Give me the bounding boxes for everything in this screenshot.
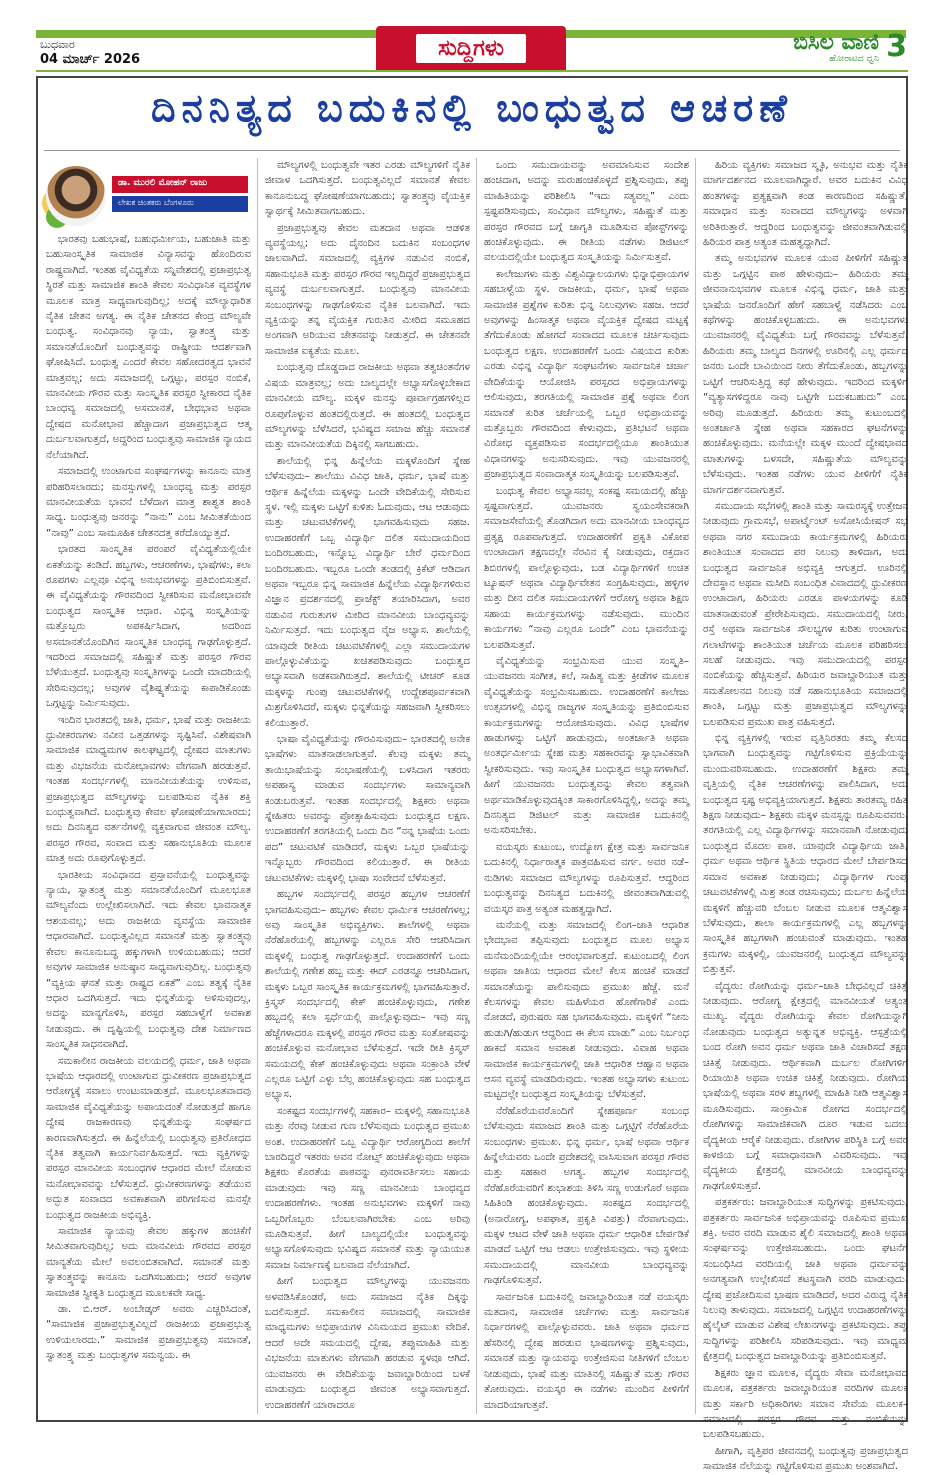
section-title: ಸುದ್ದಿಗಳು [416,34,526,63]
article-paragraph: ಹೀಗೆ ಬಂಧುತ್ವದ ಮೌಲ್ಯಗಳನ್ನು ಯುವಜನರು ಅಳವಡಿಸಿಕೊಂಡರೆ, ಅದು ಸಮಾಜದ ನೈತಿಕ ದಿಕ್ಕನ್ನು ಬದಲಿಸುತ್ತದೆ. ಸಮಕಾಲೀನ ಸಮಾಜದಲ್ಲಿ ಸಾಮಾಜಿಕ ಮಾಧ್ಯಮಗಳು ಅಭಿಪ್ರಾಯಗಳ ವಿನಿಮಯದ ಪ್ರಮುಖ ವೇದಿಕೆ. ಆದರೆ ಅದೇ ಸಮಯದಲ್ಲಿ ದ್ವೇಷ, ತಪ್ಪುಮಾಹಿತಿ ಮತ್ತು ವಿಭಜನೆಯ ಮಾತುಗಳು ವೇಗವಾಗಿ ಹರಡುವ ಸ್ಥಳವೂ ಆಗಿದೆ. ಯುವಜನರು ಈ ವೇದಿಕೆಯನ್ನು ಜವಾಬ್ದಾರಿಯಿಂದ ಬಳಕೆ ಮಾಡುವುದು ಬಂಧುತ್ವದ ಜೀವಂತ ಅಭ್ಯಾಸವಾಗುತ್ತದೆ. ಉದಾಹರಣೆಗೆ ಯಾರಾದರೂ [265,1276,470,1411]
article-paragraph: ಭಾರತವು ಬಹುಭಾಷೆ, ಬಹುಧರ್ಮೀಯ, ಬಹುಜಾತಿ ಮತ್ತು ಬಹುಸಾಂಸ್ಕೃತಿಕ ಸಾಮಾಜಿಕ ವಿನ್ಯಾಸವನ್ನು ಹೊಂದಿರುವ ರಾಷ್ಟ್ರವಾಗಿದೆ. ಇಂತಹ ವೈವಿಧ್ಯತೆಯ ಸನ್ನಿವೇಶದಲ್ಲಿ ಪ್ರಜಾಪ್ರಭುತ್ವ ಸ್ಥಿರತೆ ಮತ್ತು ಸಾಮಾಜಿಕ ಶಾಂತಿ ಕೇವಲ ಸಂವಿಧಾನಿಕ ವ್ಯವಸ್ಥೆಗಳ ಮೂಲಕ ಮಾತ್ರ ಸಾಧ್ಯವಾಗುವುದಿಲ್ಲ; ಅದಕ್ಕೆ ಮೌಲ್ಯಾಧಾರಿತ ನೈತಿಕ ಚೇತನ ಅಗತ್ಯ. ಈ ನೈತಿಕ ಚೇತನದ ಕೇಂದ್ರ ಮೌಲ್ಯವೇ ಬಂಧುತ್ವ. ಸಂವಿಧಾನವು ನ್ಯಾಯ, ಸ್ವಾತಂತ್ರ್ಯ ಮತ್ತು ಸಮಾನತೆಯೊಂದಿಗೆ ಬಂಧುತ್ವವನ್ನು ರಾಷ್ಟ್ರೀಯ ಆದರ್ಶವಾಗಿ ಘೋಷಿಸಿದೆ. ಬಂಧುತ್ವ ಎಂದರೆ ಕೇವಲ ಸಹೋದರತ್ವದ ಭಾವನೆ ಮಾತ್ರವಲ್ಲ; ಅದು ಸಮಾಜದಲ್ಲಿ ಒಗ್ಗಟ್ಟು, ಪರಸ್ಪರ ನಂಬಿಕೆ, ಮಾನವೀಯ ಗೌರವ ಮತ್ತು ಸಾಂಸ್ಕೃತಿಕ ಪರಸ್ಪರ ಸ್ವೀಕಾರದ ನೈತಿಕ ಬಾಂಧವ್ಯ ಸಮಾಜದಲ್ಲಿ ಅಸಮಾನತೆ, ಬೇಧಭಾವ ಅಥವಾ ದ್ವೇಷದ ಮನೋಭಾವ ಹೆಚ್ಚಾದಾಗ ಪ್ರಜಾಪ್ರಭುತ್ವದ ಆತ್ಮ ದುರ್ಬಲವಾಗುತ್ತದೆ, ಅದ್ದರಿಂದ ಬಂಧುತ್ವವು ಸಾಮಾಜಿಕ ನ್ಯಾಯದ ನೆಲೆಯಾಗಿದೆ. [46,234,251,461]
author-name: ಡಾ. ಮುರಲಿ ಮೋಹನ್ ರಾಜು [112,176,248,193]
article-paragraph: ವಯಸ್ಕರು ಕುಟುಂಬ, ಉದ್ಯೋಗ ಕ್ಷೇತ್ರ ಮತ್ತು ಸಾರ್ವಜನಿಕ ಬದುಕಿನಲ್ಲಿ ನಿರ್ಧಾರಾತ್ಮಕ ಪಾತ್ರವಹಿಸುವ ವರ್ಗ. ಅವರ ನಡೆ–ನುಡಿಗಳು ಸಮಾಜದ ಮೌಲ್ಯಗಳನ್ನು ರೂಪಿಸುತ್ತವೆ. ಆದ್ದರಿಂದ ಬಂಧುತ್ವವನ್ನು ದಿನನಿತ್ಯದ ಬದುಕಿನಲ್ಲಿ ಜೀವಂತವಾಗಿಡುವಲ್ಲಿ ವಯಸ್ಕರ ಪಾತ್ರ ಅತ್ಯಂತ ಮಹತ್ವದ್ದಾಗಿದೆ. [484,841,689,915]
article-paragraph: ಸಮಾಜದಲ್ಲಿ ಉಂಟಾಗುವ ಸಂಘರ್ಷಗಳನ್ನು ಕಾನೂನು ಮಾತ್ರ ಪರಿಹರಿಸಲಾರದು; ಮನಸ್ಸುಗಳಲ್ಲಿ ಬಾಂಧವ್ಯ ಮತ್ತು ಪರಸ್ಪರ ಮಾನವೀಯತೆಯ ಭಾವನೆ ಬೆಳೆದಾಗ ಮಾತ್ರ ಶಾಶ್ವತ ಶಾಂತಿ ಸಾಧ್ಯ. ಬಂಧುತ್ವವು ಜನರನ್ನು “ನಾನು” ಎಂಬ ಸೀಮಿತತೆಯಿಂದ “ನಾವು” ಎಂಬ ಸಾಮೂಹಿಕ ಚೇತನದತ್ತ ಕರೆದೊಯ್ಯುತ್ತದೆ. [46,466,251,539]
section-tab [376,26,566,70]
header-day: ಬುಧವಾರ [40,38,75,51]
article-paragraph: ಸಮುದಾಯ ಸಭೆಗಳಲ್ಲಿ ಶಾಂತಿ ಮತ್ತು ಸಾಮರಸ್ಯಕ್ಕೆ ಉತ್ತೇಜನ ನೀಡುವುದು ಗ್ರಾಮಸಭೆ, ಅಪಾರ್ಟ್ಮೆಂಟ್ ಅಸೋಸಿಯೇಷನ್ ಸಭೆ ಅಥವಾ ನಗರ ಸಮುದಾಯ ಕಾರ್ಯಕ್ರಮಗಳಲ್ಲಿ ಹಿರಿಯರು ಶಾಂತಿಯುತ ಸಂವಾದದ ಪರ ನಿಲುವು ತಾಳಿದಾಗ, ಅದು ಬಂಧುತ್ವದ ಸಾರ್ವಜನಿಕ ಅಭಿವ್ಯಕ್ತಿ ಆಗುತ್ತದೆ. ಊರಿನಲ್ಲಿ ದೇವಸ್ಥಾನ ಅಥವಾ ಮಸೀದಿ ಸಂಬಂಧಿತ ವಿವಾದದಲ್ಲಿ ಧ್ರುವೀಕರಣ ಉಂಟಾದಾಗ, ಹಿರಿಯರು ಎರಡೂ ಪಾಳಯಗಳನ್ನು ಕೂಡಿ ಮಾತನಾಡುವಂತೆ ಪ್ರೇರೇಪಿಸುವುದು. ಸಮುದಾಯದಲ್ಲಿ ನೀರು, ರಸ್ತೆ ಅಥವಾ ಸಾರ್ವಜನಿಕ ಸೌಲಭ್ಯಗಳ ಕುರಿತು ಉಂಟಾಗುವ ಗಲಾಟೆಗಳನ್ನು ಶಾಂತಿಯುತ ಚರ್ಚೆಯ ಮೂಲಕ ಪರಿಹರಿಸಲು ಸಲಹೆ ನೀಡುವುದು. ಇವು ಸಮುದಾಯದಲ್ಲಿ ಪರಸ್ಪರ ನಂಬಿಕೆಯನ್ನು ಹೆಚ್ಚಿಸುತ್ತವೆ. ಹಿರಿಯರ ಜವಾಬ್ದಾರಿಯುತ ಮತ್ತು ಸಮತೋಲನದ ನಿಲುವು ನಡೆ ಸಹಾನುಭೂತಿಯ ಸಮಾಜದಲ್ಲಿ ಶಾಂತಿ, ಒಗ್ಗಟ್ಟು ಮತ್ತು ಪ್ರಜಾಪ್ರಭುತ್ವದ ಮೌಲ್ಯಗಳನ್ನು ಬಲಪಡಿಸುವ ಪ್ರಮುಖ ಪಾತ್ರ ವಹಿಸುತ್ತದೆ. [703,500,908,728]
header-date: 04 ಮಾರ್ಚ್ 2026 [40,52,141,67]
article-paragraph: ಸಾಮಾಜಿಕ ನ್ಯಾಯವು ಕೇವಲ ಹಕ್ಕುಗಳ ಹಂಚಿಕೆಗೆ ಸೀಮಿತವಾಗುವುದಿಲ್ಲ; ಅದು ಮಾನವೀಯ ಗೌರವದ ಪರಸ್ಪರ ಮಾನ್ಯತೆಯ ಮೇಲೆ ಅವಲಂಬಿತವಾಗಿದೆ. ಸಮಾನತೆ ಮತ್ತು ಸ್ವಾತಂತ್ರ್ಯವನ್ನು ಕಾನೂನು ಒದಗಿಸಬಹುದು; ಆದರೆ ಅವುಗಳ ಸಾಮಾಜಿಕ ಸ್ವೀಕೃತಿ ಬಂಧುತ್ವದ ಮೂಲಕವೇ ಸಾಧ್ಯ. [46,1226,251,1299]
article-paragraph: ಹಿರಿಯ ವ್ಯಕ್ತಿಗಳು ಸಮಾಜದ ಸ್ಮೃತಿ, ಅನುಭವ ಮತ್ತು ನೈತಿಕ ಮಾರ್ಗದರ್ಶನದ ಮೂಲವಾಗಿದ್ದಾರೆ. ಅವರ ಬದುಕಿನ ವಿವಿಧ ಹಂತಗಳನ್ನು ಪ್ರತ್ಯಕ್ಷವಾಗಿ ಕಂಡ ಕಾರಣದಿಂದ ಸಹಿಷ್ಣುತೆ, ಸಮಾಧಾನ ಮತ್ತು ಸಂವಾದದ ಮೌಲ್ಯಗಳನ್ನು ಅಳವಾಗಿ ಅರಿತಿರುತ್ತಾರೆ. ಆದ್ದರಿಂದ ಬಂಧುತ್ವವನ್ನು ಜೀವಂತವಾಗಿಡುವಲ್ಲಿ ಹಿರಿಯರ ಪಾತ್ರ ಅತ್ಯಂತ ಮಹತ್ವದ್ದಾಗಿದೆ. [703,160,908,249]
column-divider [695,158,696,1414]
article-paragraph: ಹೀಗಾಗಿ, ವೃತ್ತಿಪರ ಜೀವನದಲ್ಲಿ ಬಂಧುತ್ವವು ಪ್ರಜಾಪ್ರಭುತ್ವದ ಸಾಮಾಜಿಕ ನೆಲೆಯನ್ನು ಗಟ್ಟಿಗೊಳಿಸುವ ಪ್ರಮುಖ ಅಂಶವಾಗಿದೆ. [703,1445,908,1473]
page-header [0,0,945,72]
article-paragraph: ಒಂದು ಸಮುದಾಯವನ್ನು ಅವಮಾನಿಸುವ ಸಂದೇಶ ಹಂಚಿದಾಗ, ಅದನ್ನು ಮರುಹಂಚಿಕೊಳ್ಳದೆ ಪ್ರಶ್ನಿಸುವುದು, ತಪ್ಪು ಮಾಹಿತಿಯನ್ನು ಪರಿಶೀಲಿಸಿ “ಇದು ಸತ್ಯವಲ್ಲ” ಎಂದು ಸ್ಪಷ್ಟಪಡಿಸುವುದು, ಸಂವಿಧಾನ ಮೌಲ್ಯಗಳು, ಸಹಿಷ್ಣುತೆ ಮತ್ತು ಪರಸ್ಪರ ಗೌರವದ ಬಗ್ಗೆ ಜಾಗೃತಿ ಮೂಡಿಸುವ ಪೋಸ್ಟ್‌ಗಳನ್ನು ಹಂಚಿಕೊಳ್ಳುವುದು. ಈ ರೀತಿಯ ನಡೆಗಳು ಡಿಜಿಟಲ್ ವಲಯದಲ್ಲಿಯೇ ಬಂಧುತ್ವದ ಸಂಸ್ಕೃತಿಯನ್ನು ನಿರ್ಮಿಸುತ್ತವೆ. [484,160,689,264]
article-paragraph: ಭಾಷಾ ವೈವಿಧ್ಯತೆಯನ್ನು ಗೌರವಿಸುವುದು– ಭಾರತದಲ್ಲಿ ಅನೇಕ ಭಾಷೆಗಳು ಮಾತನಾಡಲಾಗುತ್ತವೆ. ಕೆಲವು ಮಕ್ಕಳು ತಮ್ಮ ತಾಯಿಭಾಷೆಯನ್ನು ಸಂಭಾಷಣೆಯಲ್ಲಿ ಬಳಸಿದಾಗ ಇತರರು ಅಪಹಾಸ್ಯ ಮಾಡುವ ಸಂದರ್ಭಗಳು ಸಾಮಾನ್ಯವಾಗಿ ಕಂಡುಬರುತ್ತವೆ. ಇಂತಹ ಸಂದರ್ಭದಲ್ಲಿ ಶಿಕ್ಷಕರು ಅಥವಾ ಸ್ನೇಹಿತರು ಅವರನ್ನು ಪ್ರೋತ್ಸಾಹಿಸುವುದು ಬಂಧುತ್ವದ ಲಕ್ಷಣ. ಉದಾಹರಣೆಗೆ ತರಗತಿಯಲ್ಲಿ ಒಂದು ದಿನ “ನನ್ನ ಭಾಷೆಯ ಒಂದು ಪದ” ಚಟುವಟಿಕೆ ಮಾಡಿದರೆ, ಮಕ್ಕಳು ಒಬ್ಬರ ಭಾಷೆಯನ್ನು ಇನ್ನೊಬ್ಬರು ಗೌರವದಿಂದ ಕಲಿಯುತ್ತಾರೆ. ಈ ರೀತಿಯ ಚಟುವಟಿಕೆಗಳು ಮಕ್ಕಳಲ್ಲಿ ಭಾಷಾ ಸಂವೇದನೆ ಬೆಳೆಸುತ್ತವೆ. [265,734,470,884]
article-paragraph: ಶಿಕ್ಷಕರು ಜ್ಞಾನ ಮೂಲಕ, ವೈದ್ಯರು ಸೇವಾ ಮನೋಭಾವದ ಮೂಲಕ, ಪತ್ರಕರ್ತರು ಜವಾಬ್ದಾರಿಯುತ ವರದಿಗಳ ಮೂಲಕ ಮತ್ತು ಸರ್ಕಾರಿ ಅಧಿಕಾರಿಗಳು ಸಮಾನ ಸೇವೆಯ ಮೂಲಕ– ಸಮಾಜದಲ್ಲಿ ಪರಸ್ಪರ ಗೌರವ ಮತ್ತು ನಂಬಿಕೆಯನ್ನು ಬಲಪಡಿಸಬಹುದು. [703,1367,908,1441]
article-paragraph: ವೈವಿಧ್ಯತೆಯನ್ನು ಸಂಭ್ರಮಿಸುವ ಯುವ ಸಂಸ್ಕೃತಿ– ಯುವಜನರು ಸಂಗೀತ, ಕಲೆ, ಸಾಹಿತ್ಯ ಮತ್ತು ಕ್ರೀಡೆಗಳ ಮೂಲಕ ವೈವಿಧ್ಯತೆಯನ್ನು ಸಂಭ್ರಮಿಸಬಹುದು. ಉದಾಹರಣೆಗೆ ಕಾಲೇಜು ಉತ್ಸವಗಳಲ್ಲಿ ವಿಭಿನ್ನ ರಾಜ್ಯಗಳ ಸಂಸ್ಕೃತಿಯನ್ನು ಪ್ರತಿಬಿಂಬಿಸುವ ಕಾರ್ಯಕ್ರಮಗಳನ್ನು ಆಯೋಜಿಸುವುದು. ವಿವಿಧ ಭಾಷೆಗಳ ಹಾಡುಗಳನ್ನು ಒಟ್ಟಿಗೆ ಹಾಡುವುದು, ಅಂತರ್ಜಾತಿ ಅಥವಾ ಅಂತರ್ಧರ್ಮೀಯ ಸ್ನೇಹ ಮತ್ತು ಸಹಕಾರವನ್ನು ಸ್ವಾಭಾವಿಕವಾಗಿ ಸ್ವೀಕರಿಸುವುದು. ಇವು ಸಾಂಸ್ಕೃತಿಕ ಬಂಧುತ್ವದ ಅಭ್ಯಾಸಗಳಾಗಿವೆ. ಹೀಗೆ ಯುವಜನರು ಬಂಧುತ್ವವನ್ನು ಕೇವಲ ತತ್ವವಾಗಿ ಅರ್ಥಮಾಡಿಕೊಳ್ಳುವುದಕ್ಕಿಂತ ಸಾಕಾರಗೊಳಿಸಿದ್ದಲ್ಲಿ, ಅದನ್ನು ತಮ್ಮ ದಿನನಿತ್ಯದ ಡಿಜಿಟಲ್ ಮತ್ತು ಸಾಮಾಜಿಕ ಬದುಕಿನಲ್ಲಿ ಅನುಸರಿಸಬೇಕು. [484,656,689,837]
article-paragraph: ಮನೆಯಲ್ಲಿ ಮತ್ತು ಸಮಾಜದಲ್ಲಿ ಲಿಂಗ–ಜಾತಿ ಆಧಾರಿತ ಭೇದಭಾವ ತಪ್ಪಿಸುವುದು ಬಂಧುತ್ವದ ಮೂಲ ಅಭ್ಯಾಸ ಮನೆಮಂದಿಯಲ್ಲಿಯೇ ಆರಂಭವಾಗುತ್ತದೆ. ಕುಟುಂಬದಲ್ಲಿ ಲಿಂಗ ಅಥವಾ ಜಾತಿಯ ಆಧಾರದ ಮೇಲೆ ಕೆಲಸ ಹಂಚಿಕೆ ಮಾಡದೆ ಸಮಾನತೆಯನ್ನು ಪಾಲಿಸುವುದು ಪ್ರಮುಖ ಹೆಜ್ಜೆ. ಮನೆ ಕೆಲಸಗಳನ್ನು ಕೇವಲ ಮಹಿಳೆಯರ ಹೊಣೆಗಾರಿಕೆ ಎಂದು ನೋಡದೆ, ಪುರುಷರು ಸಹ ಭಾಗವಹಿಸುವುದು. ಮಕ್ಕಳಿಗೆ “ನೀನು ಹುಡುಗಿ/ಹುಡುಗ ಆದ್ದರಿಂದ ಈ ಕೆಲಸ ಮಾಡು” ಎಂಬ ನಿರ್ಬಂಧ ಹಾಕದೆ ಸಮಾನ ಅವಕಾಶ ನೀಡುವುದು. ವಿವಾಹ ಅಥವಾ ಸಾಮಾಜಿಕ ಕಾರ್ಯಕ್ರಮಗಳಲ್ಲಿ ಜಾತಿ ಆಧಾರಿತ ಆಹ್ವಾನ ಅಥವಾ ಆಸನ ವ್ಯವಸ್ಥೆ ಮಾಡದಿರುವುದು. ಇಂತಹ ಅಭ್ಯಾಸಗಳು ಕುಟುಂಬ ಮಟ್ಟದಲ್ಲೇ ಬಂಧುತ್ವದ ಸಂಸ್ಕೃತಿಯನ್ನು ಬೆಳೆಸುತ್ತವೆ. [484,919,689,1101]
article-paragraph: ವೈದ್ಯರು: ರೋಗಿಯನ್ನು ಧರ್ಮ–ಜಾತಿ ಬೇಧವಿಲ್ಲದೆ ಚಿಕಿತ್ಸೆ ನೀಡುವುದು. ಆರೋಗ್ಯ ಕ್ಷೇತ್ರದಲ್ಲಿ ಮಾನವೀಯತೆ ಅತ್ಯಂತ ಮುಖ್ಯ. ವೈದ್ಯರು ರೋಗಿಯನ್ನು ಕೇವಲ ರೋಗಿಯನ್ನಾಗಿ ನೋಡುವುದು ಬಂಧುತ್ವದ ಅತ್ಯುನ್ನತ ಅಭಿವ್ಯಕ್ತಿ. ಆಸ್ಪತ್ರೆಯಲ್ಲಿ ಬಂದ ರೋಗಿ ಅವನ ಧರ್ಮ ಅಥವಾ ಜಾತಿ ವಿಚಾರಿಸದೆ ತಕ್ಷಣ ಚಿಕಿತ್ಸೆ ನೀಡುವುದು. ಆರ್ಥಿಕವಾಗಿ ದುರ್ಬಲ ರೋಗಿಗಳಿಗೆ ರಿಯಾಯಿತಿ ಅಥವಾ ಉಚಿತ ಚಿಕಿತ್ಸೆ ನೀಡುವುದು. ರೋಗಿಯ ಭಾಷೆಯಲ್ಲಿ ಅಥವಾ ಸರಳ ಶಬ್ದಗಳಲ್ಲಿ ಮಾಹಿತಿ ನೀಡಿ ಆತ್ಮವಿಶ್ವಾಸ ಮೂಡಿಸುವುದು. ಸಾಂಕ್ರಾಮಿಕ ರೋಗದ ಸಂದರ್ಭದಲ್ಲಿ ರೋಗಿಗಳನ್ನು ಸಾಮಾಜಿಕವಾಗಿ ದೂರ ಇಡುವ ಬದಲು ವೈದ್ಯಕೀಯ ಆರೈಕೆ ನೀಡುವುದು. ರೋಗಿಗಳ ಪರಿಸ್ಥಿತಿ ಬಗ್ಗೆ ಅವರ ಕಾಳಜಿಯ ಬಗ್ಗೆ ಸಮಾಧಾನವಾಗಿ ವಿವರಿಸುವುದು. ಇವು ವೈದ್ಯಕೀಯ ಕ್ಷೇತ್ರದಲ್ಲಿ ಮಾನವೀಯ ಬಾಂಧವ್ಯವನ್ನು ಗಾಢಗೊಳಿಸುತ್ತವೆ. [703,980,908,1192]
article-column-4 [703,158,908,1473]
headline-rule [44,150,900,151]
brand-tagline: ಹೋರಾಟದ ಧ್ವನಿ [829,54,879,64]
header-underline [36,70,908,72]
article-paragraph: ಸಮಕಾಲೀನ ರಾಜಕೀಯ ವಲಯದಲ್ಲಿ ಧರ್ಮ, ಜಾತಿ ಅಥವಾ ಭಾಷೆಯ ಆಧಾರದಲ್ಲಿ ಉಂಟಾಗುವ ಧ್ರುವೀಕರಣ ಪ್ರಜಾಪ್ರಭುತ್ವದ ಆರೋಗ್ಯಕ್ಕೆ ಸವಾಲು ಉಂಟುಮಾಡುತ್ತದೆ. ಮೂಲಭೂತವಾದವು ಸಾಮಾಜಿಕ ವೈವಿಧ್ಯತೆಯನ್ನು ಅಪಾಯದಂತೆ ನೋಡುತ್ತದೆ ಹಾಗೂ ದ್ವೇಷ ರಾಜಕಾರಣವು ಭಿನ್ನತೆಯನ್ನು ಸಂಘರ್ಷದ ಕಾರಣವಾಗಿಸುತ್ತದೆ. ಈ ಹಿನ್ನೆಲೆಯಲ್ಲಿ ಬಂಧುತ್ವವು ಪ್ರತಿರೋಧದ ನೈತಿಕ ತತ್ವವಾಗಿ ಕಾರ್ಯನಿರ್ವಹಿಸುತ್ತದೆ. ಇದು ವ್ಯಕ್ತಿಗಳನ್ನು ಪರಸ್ಪರ ಮಾನವೀಯ ಸಂಬಂಧಗಳ ಆಧಾರದ ಮೇಲೆ ನೋಡುವ ಮನೋಭಾವವನ್ನು ಬೆಳೆಸುತ್ತದೆ. ಧ್ರುವೀಕರಣಗಳನ್ನು ತಡೆಯುವ ಅದ್ಭುತ ಸಂವಾದದ ಅವಕಾಶವಾಗಿ ಪರಿಗಣಿಸುವ ಮನಸ್ಸೇ ಬಂಧುತ್ವದ ರಾಜಕೀಯ ಅಭಿವ್ಯಕ್ತಿ. [46,1055,251,1221]
article-paragraph: ಭಿನ್ನ ವ್ಯಕ್ತಿಗಳಲ್ಲಿ ಇರುವ ವೃತ್ತಿನಿರತರು ತಮ್ಮ ಕೆಲಸದ ಭಾಗವಾಗಿ ಬಂಧುತ್ವವನ್ನು ಗಟ್ಟಿಗೊಳಿಸುವ ಪ್ರಕ್ರಿಯೆಯನ್ನು ಮುಂದುವರಿಸಬಹುದು. ಉದಾಹರಣೆಗೆ ಶಿಕ್ಷಕರು ತಮ್ಮ ವೃತ್ತಿಯಲ್ಲಿ ನೈತಿಕ ಆಚರಣೆಗಳನ್ನು ಪಾಲಿಸಿದಾಗ, ಅದು ಬಂಧುತ್ವದ ಸ್ಪಷ್ಟ ಅಭಿವ್ಯಕ್ತಿಯಾಗುತ್ತದೆ. ಶಿಕ್ಷಕರು ತಾರತಮ್ಯ ರಹಿತ ಶಿಕ್ಷಣ ನೀಡುವುದು– ಶಿಕ್ಷಕರು ಮಕ್ಕಳ ಮನಸ್ಸನ್ನು ರೂಪಿಸುವವರು. ತರಗತಿಯಲ್ಲಿ ಎಲ್ಲ ವಿದ್ಯಾರ್ಥಿಗಳನ್ನು ಸಮಾನವಾಗಿ ನೋಡುವುದು ಬಂಧುತ್ವದ ಮೊದಲ ಪಾಠ. ಯಾವುದೇ ವಿದ್ಯಾರ್ಥಿಯ ಜಾತಿ, ಧರ್ಮ ಅಥವಾ ಆರ್ಥಿಕ ಸ್ಥಿತಿಯ ಆಧಾರದ ಮೇಲೆ ಬೇರ್ಪಡಿಸದೆ ಸಮಾನ ಅವಕಾಶ ನೀಡುವುದು; ವಿದ್ಯಾರ್ಥಿಗಳ ಗುಂಪು ಚಟುವಟಿಕೆಗಳಲ್ಲಿ ಮಿಶ್ರ ತಂಡ ರಚಿಸುವುದು; ದುರ್ಬಲ ಹಿನ್ನೆಲೆಯ ಮಕ್ಕಳಿಗೆ ಹೆಚ್ಚುವರಿ ಬೆಂಬಲ ನೀಡುವ ಮೂಲಕ ಆತ್ಮವಿಶ್ವಾಸ ಬೆಳೆಸುವುದು, ಶಾಲಾ ಕಾರ್ಯಕ್ರಮಗಳಲ್ಲಿ ಎಲ್ಲ ಹಬ್ಬಗಳನ್ನು ಸಾಂಸ್ಕೃತಿಕ ಹಬ್ಬಗಳಾಗಿ ಹಂಚುವಂತೆ ಮಾಡುವುದು. ಇಂತಹ ಕ್ರಮಗಳು ಮಕ್ಕಳಲ್ಲಿ, ಯುವಜನರಲ್ಲಿ ಬಂಧುತ್ವದ ಮೌಲ್ಯವನ್ನು ಬಿತ್ತುತ್ತವೆ. [703,733,908,976]
article-paragraph: ತಮ್ಮ ಅನುಭವಗಳ ಮೂಲಕ ಯುವ ಪೀಳಿಗೆಗೆ ಸಹಿಷ್ಣುತೆ ಮತ್ತು ಒಗ್ಗಟ್ಟಿನ ಪಾಠ ಹೇಳುವುದು– ಹಿರಿಯರು ತಮ್ಮ ಜೀವನಾನುಭವಗಳ ಮೂಲಕ ವಿಭಿನ್ನ ಧರ್ಮ, ಜಾತಿ ಮತ್ತು ಭಾಷೆಯ ಜನರೊಂದಿಗೆ ಹೇಗೆ ಸಹಬಾಳ್ವೆ ನಡೆಸಿದರು ಎಂಬ ಕಥೆಗಳನ್ನು ಹಂಚಿಕೊಳ್ಳಬಹುದು. ಈ ಅನುಭವಗಳು ಯುವಜನರಲ್ಲಿ ವೈವಿಧ್ಯತೆಯ ಬಗ್ಗೆ ಗೌರವವನ್ನು ಬೆಳೆಸುತ್ತವೆ. ಹಿರಿಯರು ತಮ್ಮ ಬಾಲ್ಯದ ದಿನಗಳಲ್ಲಿ ಊರಿನಲ್ಲಿ ಎಲ್ಲ ಧರ್ಮದ ಜನರು ಒಂದೇ ಬಾವಿಯಿಂದ ನೀರು ತೆಗೆದುಕೊಂಡು, ಹಬ್ಬಗಳನ್ನು ಒಟ್ಟಿಗೆ ಆಚರಿಸುತ್ತಿದ್ದ ಕಥೆ ಹೇಳುವುದು. ಇದರಿಂದ ಮಕ್ಕಳಿಗೆ “ವ್ಯತ್ಯಾಸಗಳಿದ್ದರೂ ನಾವು ಒಟ್ಟಿಗೇ ಬದುಕಬಹುದು” ಎಂಬ ಅರಿವು ಮೂಡುತ್ತದೆ. ಹಿರಿಯರು ತಮ್ಮ ಕುಟುಂಬದಲ್ಲಿ ಅಂತರ್ಜಾತಿ ಸ್ನೇಹ ಅಥವಾ ಸಹಕಾರದ ಘಟನೆಗಳನ್ನು ಹಂಚಿಕೊಳ್ಳುವುದು. ಮನೆಯಲ್ಲೇ ಮಕ್ಕಳ ಮುಂದೆ ದ್ವೇಷಭಾವದ ಮಾತುಗಳನ್ನು ಬಳಸದೇ, ಸಹಿಷ್ಣುತೆಯ ಮೌಲ್ಯವನ್ನು ಬೆಳೆಸುವುದು. ಇಂತಹ ನಡೆಗಳು ಯುವ ಪೀಳಿಗೆಗೆ ನೈತಿಕ ಮಾರ್ಗದರ್ಶನವಾಗುತ್ತವೆ. [703,253,908,496]
article-paragraph: ಪ್ರಜಾಪ್ರಭುತ್ವವು ಕೇವಲ ಮತದಾನ ಅಥವಾ ಆಡಳಿತ ವ್ಯವಸ್ಥೆಯಲ್ಲ; ಅದು ದೈನಂದಿನ ಬದುಕಿನ ಸಂಬಂಧಗಳ ಜಾಲವಾಗಿದೆ. ಸಮಾಜದಲ್ಲಿ ವ್ಯಕ್ತಿಗಳ ನಡುವಿನ ನಂಬಿಕೆ, ಸಹಾನುಭೂತಿ ಮತ್ತು ಪರಸ್ಪರ ಗೌರವ ಇಲ್ಲದಿದ್ದರೆ ಪ್ರಜಾಪ್ರಭುತ್ವದ ವ್ಯವಸ್ಥೆ ದುರ್ಬಲವಾಗುತ್ತದೆ. ಬಂಧುತ್ವವು ಮಾನವೀಯ ಸಂಬಂಧಗಳನ್ನು ಗಾಢಗೊಳಿಸುವ ನೈತಿಕ ಬಲವಾಗಿದೆ. ಇದು ವ್ಯಕ್ತಿಯನ್ನು ತನ್ನ ವೈಯಕ್ತಿಕ ಗುರುತಿನ ಮೀರಿದ ಸಮೂಹದ ಅಂಗವಾಗಿ ಅರಿಯುವ ಚೇತನವನ್ನು ನೀಡುತ್ತದೆ. ಈ ಚೇತನವೇ ಸಾಮಾಜಿಕ ಐಕ್ಯತೆಯ ಮೂಲ. [265,222,470,357]
brand-name: ಬಿಸಿಲ ವಾಣಿ [793,30,879,55]
article-paragraph: ಭಾರತೀಯ ಸಂವಿಧಾನದ ಪ್ರಸ್ತಾವನೆಯಲ್ಲಿ ಬಂಧುತ್ವವನ್ನು ನ್ಯಾಯ, ಸ್ವಾತಂತ್ರ್ಯ ಮತ್ತು ಸಮಾನತೆಯೊಂದಿಗೆ ಮೂಲಭೂತ ಮೌಲ್ಯವೆಂದು ಉಲ್ಲೇಖಿಸಲಾಗಿದೆ. ಇದು ಕೇವಲ ಭಾವನಾತ್ಮಕ ಆಶಯವಲ್ಲ; ಅದು ರಾಜಕೀಯ ವ್ಯವಸ್ಥೆಯ ಸಾಮಾಜಿಕ ಆಧಾರವಾಗಿದೆ. ಬಂಧುತ್ವವಿಲ್ಲದ ಸಮಾನತೆ ಮತ್ತು ಸ್ವಾತಂತ್ರ್ಯವು ಕೇವಲ ಕಾನೂನುಬದ್ಧ ಹಕ್ಕುಗಳಾಗಿ ಉಳಿಯಬಹುದು; ಆದರೆ ಅವುಗಳ ಸಾಮಾಜಿಕ ಅನುಷ್ಠಾನ ಸಾಧ್ಯವಾಗುವುದಿಲ್ಲ. ಬಂಧುತ್ವವು “ವ್ಯಕ್ತಿಯ ಘನತೆ ಮತ್ತು ರಾಷ್ಟ್ರದ ಏಕತೆ” ಎಂಬ ತತ್ವಕ್ಕೆ ನೈತಿಕ ಆಧಾರ ಒದಗಿಸುತ್ತದೆ. ಇದು ಭಿನ್ನತೆಯನ್ನು ಅಳಿಸುವುದಲ್ಲ, ಅದನ್ನು ಮಾನ್ಯಗೊಳಿಸಿ, ಪರಸ್ಪರ ಸಹಬಾಳ್ವೆಗೆ ಅವಕಾಶ ನೀಡುವುದು. ಈ ದೃಷ್ಟಿಯಲ್ಲಿ ಬಂಧುತ್ವವು ದೇಶ ನಿರ್ಮಾಣದ ಸಾಂಸ್ಕೃತಿಕ ಸಾಧನವಾಗಿದೆ. [46,869,251,1051]
article-paragraph: ನೆರೆಹೊರೆಯವರೊಂದಿಗೆ ಸ್ನೇಹಪೂರ್ಣ ಸಂಬಂಧ ಬೆಳೆಸುವುದು ಸಮಾಜದ ಶಾಂತಿ ಮತ್ತು ಒಗ್ಗಟ್ಟಿಗೆ ನೆರೆಹೊರೆಯ ಸಂಬಂಧಗಳು ಪ್ರಮುಖ. ಭಿನ್ನ ಧರ್ಮ, ಭಾಷೆ ಅಥವಾ ಆರ್ಥಿಕ ಹಿನ್ನೆಲೆಯವರು ಒಂದೇ ಪ್ರದೇಶದಲ್ಲಿ ವಾಸಿಸುವಾಗ ಪರಸ್ಪರ ಗೌರವ ಮತ್ತು ಸಹಕಾರ ಅಗತ್ಯ. ಹಬ್ಬಗಳ ಸಂದರ್ಭದಲ್ಲಿ ನೆರೆಹೊರೆಯವರಿಗೆ ಶುಭಾಶಯ ತಿಳಿಸಿ ಸಣ್ಣ ಉಡುಗೊರೆ ಅಥವಾ ಸಿಹಿತಿಂಡಿ ಹಂಚಿಕೊಳ್ಳುವುದು. ಸಂಕಷ್ಟದ ಸಂದರ್ಭದಲ್ಲಿ (ಅನಾರೋಗ್ಯ, ಅಪಘಾತ, ಪ್ರಕೃತಿ ವಿಪತ್ತು) ನೆರವಾಗುವುದು. ಮಕ್ಕಳ ಆಟದ ವೇಳೆ ಜಾತಿ ಅಥವಾ ಧರ್ಮ ಆಧಾರಿತ ಬೇರ್ಪಡಿಕೆ ಮಾಡದೆ ಒಟ್ಟಿಗೆ ಆಟ ಆಡಲು ಉತ್ತೇಜಿಸುವುದು. ಇವು ಸ್ಥಳೀಯ ಸಮುದಾಯದಲ್ಲಿ ಮಾನವೀಯ ಬಾಂಧವ್ಯವನ್ನು ಗಾಢಗೊಳಿಸುತ್ತವೆ. [484,1105,689,1287]
article-column-1 [46,232,251,1412]
article-column-2 [265,158,470,1414]
author-box [46,166,248,226]
article-paragraph: ಇಂದಿನ ಭಾರತದಲ್ಲಿ ಜಾತಿ, ಧರ್ಮ, ಭಾಷೆ ಮತ್ತು ರಾಜಕೀಯ ಧ್ರುವೀಕರಣಗಳು ನವೀನ ಒತ್ತಡಗಳನ್ನು ಸೃಷ್ಟಿಸಿವೆ. ವಿಶೇಷವಾಗಿ ಸಾಮಾಜಿಕ ಮಾಧ್ಯಮಗಳ ಕಾಲಘಟ್ಟದಲ್ಲಿ ದ್ವೇಷದ ಮಾತುಗಳು ಮತ್ತು ವಿಭಜನೆಯ ಮನೋಭಾವಗಳು ವೇಗವಾಗಿ ಹರಡುತ್ತವೆ. ಇಂತಹ ಸಂದರ್ಭಗಳಲ್ಲಿ ಮಾನವೀಯತೆಯನ್ನು ಉಳಿಸುವ, ಪ್ರಜಾಪ್ರಭುತ್ವದ ಮೌಲ್ಯಗಳನ್ನು ಬಲಪಡಿಸುವ ನೈತಿಕ ಶಕ್ತಿ ಬಂಧುತ್ವವಾಗಿದೆ. ಬಂಧುತ್ವವು ಕೇವಲ ಘೋಷಣೆಯಾಗಬಾರದು; ಅದು ದಿನನಿತ್ಯದ ವರ್ತನೆಗಳಲ್ಲಿ ವ್ಯಕ್ತವಾಗುವ ಜೀವಂತ ಮೌಲ್ಯ. ಪರಸ್ಪರ ಗೌರವ, ಸಂವಾದ ಮತ್ತು ಸಹಾನುಭೂತಿಯ ಮೂಲಕ ಮಾತ್ರ ಅದು ರೂಪುಗೊಳ್ಳುತ್ತದೆ. [46,714,251,865]
article-paragraph: ಪತ್ರಕರ್ತರು: ಜವಾಬ್ದಾರಿಯುತ ಸುದ್ದಿಗಳನ್ನು ಪ್ರಕಟಿಸುವುದು, ಪತ್ರಕರ್ತರು ಸಾರ್ವಜನಿಕ ಅಭಿಪ್ರಾಯವನ್ನು ರೂಪಿಸುವ ಪ್ರಮುಖ ಶಕ್ತಿ. ಅವರ ವರದಿ ಮಾಡುವ ಶೈಲಿ ಸಮಾಜದಲ್ಲಿ ಶಾಂತಿ ಅಥವಾ ಸಂಘರ್ಷವನ್ನು ಉತ್ತೇಜಿಸಬಹುದು. ಒಂದು ಘಟನೆಗೆ ಸಂಬಂಧಿಸಿದ ವರದಿಯಲ್ಲಿ ಜಾತಿ ಅಥವಾ ಧರ್ಮವನ್ನು ಅನಗತ್ಯವಾಗಿ ಉಲ್ಲೇಖಿಸದೆ ತಟಸ್ಥವಾಗಿ ವರದಿ ಮಾಡುವುದು. ದ್ವೇಷ ಪ್ರಚೋದಿಸುವ ಭಾಷಣ ಮಾಡಿದರೆ, ಅದರ ವಿರುದ್ಧ ನೈತಿಕ ನಿಲುವು ತಾಳುವುದು. ಸಮಾಜದಲ್ಲಿ ಒಗ್ಗಟ್ಟಿನ ಉದಾಹರಣೆಗಳನ್ನು ಹೈಲೈಟ್ ಮಾಡುವ ವಿಶೇಷ ಲೇಖನಗಳನ್ನು ಪ್ರಕಟಿಸುವುದು. ತಪ್ಪು ಸುದ್ದಿಗಳನ್ನು ಪರಿಶೀಲಿಸಿ ಸರಿಪಡಿಸುವುದು. ಇವು ಮಾಧ್ಯಮ ಕ್ಷೇತ್ರದಲ್ಲಿ ಬಂಧುತ್ವದ ಜವಾಬ್ದಾರಿಯನ್ನು ಪ್ರತಿಬಿಂಬಿಸುತ್ತವೆ. [703,1197,908,1363]
article-paragraph: ಭಾರತದ ಸಾಂಸ್ಕೃತಿಕ ಪರಂಪರೆ ವೈವಿಧ್ಯತೆಯಲ್ಲಿಯೇ ಏಕತೆಯನ್ನು ಕಂಡಿದೆ. ಹಬ್ಬಗಳು, ಆಚರಣೆಗಳು, ಭಾಷೆಗಳು, ಕಲಾ ರೂಪಗಳು ಎಲ್ಲವೂ ವಿಭಿನ್ನ ಅನುಭವಗಳನ್ನು ಪ್ರತಿಬಿಂಬಿಸುತ್ತವೆ. ಈ ವೈವಿಧ್ಯತೆಯನ್ನು ಗೌರವದಿಂದ ಸ್ವೀಕರಿಸುವ ಮನೋಭಾವವೇ ಬಂಧುತ್ವದ ಸಾಂಸ್ಕೃತಿಕ ಆಧಾರ. ವಿಭಿನ್ನ ಸಂಸ್ಕೃತಿಯನ್ನು ಮತ್ತೊಬ್ಬರು ಅಪಕರ್ಷಿಸಿದಾಗ, ಅದರಿಂದ ಅಸಮಾನತೆಯೊಂದಿಗಿನ ಸಾಂಸ್ಕೃತಿಕ ಬಾಂಧವ್ಯ ಗಾಢಗೊಳ್ಳುತ್ತದೆ. ಇದರಿಂದ ಸಮಾಜದಲ್ಲಿ ಸಹಿಷ್ಣುತೆ ಮತ್ತು ಪರಸ್ಪರ ಗೌರವ ಬೆಳೆಯುತ್ತದೆ. ಬಂಧುತ್ವವು ಸಂಸ್ಕೃತಿಗಳನ್ನು ಒಂದೇ ಮಾದರಿಯಲ್ಲಿ ಸೇರಿಸುವುದಲ್ಲ; ಅವುಗಳ ವೈಶಿಷ್ಟ್ಯತೆಯನ್ನು ಕಾಪಾಡಿಕೊಂಡು ಒಗ್ಗಟ್ಟನ್ನು ನಿರ್ಮಿಸುವುದು. [46,544,251,710]
article-headline: ದಿನನಿತ್ಯದ ಬದುಕಿನಲ್ಲಿ ಬಂಧುತ್ವದ ಆಚರಣೆ [151,86,793,130]
article-paragraph: ಕಾಲೇಜುಗಳು ಮತ್ತು ವಿಶ್ವವಿದ್ಯಾಲಯಗಳು ಭಿನ್ನಾಭಿಪ್ರಾಯಗಳ ಸಹಬಾಳ್ವೆಯ ಸ್ಥಳ. ರಾಜಕೀಯ, ಧರ್ಮ, ಭಾಷೆ ಅಥವಾ ಸಾಮಾಜಿಕ ಪ್ರಶ್ನೆಗಳ ಕುರಿತು ಭಿನ್ನ ನಿಲುವುಗಳು ಸಹಜ. ಆದರೆ ಅವುಗಳನ್ನು ಹಿಂಸಾತ್ಮಕ ಅಥವಾ ವೈಯಕ್ತಿಕ ದ್ವೇಷದ ಮಟ್ಟಕ್ಕೆ ತೆಗೆದುಕೊಂಡು ಹೋಗದೆ ಸಂವಾದದ ಮೂಲಕ ಚರ್ಚಿಸುವುದು ಬಂಧುತ್ವದ ಲಕ್ಷಣ. ಉದಾಹರಣೆಗೆ ಒಂದು ವಿಷಯದ ಕುರಿತು ಎರಡು ವಿಭಿನ್ನ ವಿದ್ಯಾರ್ಥಿ ಸಂಘಟನೆಗಳು ಸಾರ್ವಜನಿಕ ಚರ್ಚಾ ವೇದಿಕೆಯನ್ನು ಆಯೋಜಿಸಿ ಪರಸ್ಪರದ ಅಭಿಪ್ರಾಯಗಳನ್ನು ಆಲಿಸುವುದು, ತರಗತಿಯಲ್ಲಿ ಸಾಮಾಜಿಕ ಪ್ರಶ್ನೆ ಅಥವಾ ಲಿಂಗ ಸಮಾನತೆ ಕುರಿತ ಚರ್ಚೆಯಲ್ಲಿ ಒಬ್ಬರ ಅಭಿಪ್ರಾಯವನ್ನು ಮತ್ತೊಬ್ಬರು ಗೌರವದಿಂದ ಕೇಳುವುದು, ಪ್ರತಿಭಟನೆ ಅಥವಾ ವಿರೋಧ ವ್ಯಕ್ತಪಡಿಸುವ ಸಂದರ್ಭದಲ್ಲಿಯೂ ಶಾಂತಿಯುತ ವಿಧಾನಗಳನ್ನು ಅನುಸರಿಸುವುದು. ಇವು ಯುವಜನರಲ್ಲಿ ಪ್ರಜಾಪ್ರಭುತ್ವದ ಸಂವಾದಾತ್ಮಕ ಸಂಸ್ಕೃತಿಯನ್ನು ಬಲಪಡಿಸುತ್ತವೆ. [484,268,689,481]
article-paragraph: ಡಾ. ಬಿ.ಆರ್. ಅಂಬೇಡ್ಕರ್ ಅವರು ಎಚ್ಚರಿಸಿದಂತೆ, “ಸಾಮಾಜಿಕ ಪ್ರಜಾಪ್ರಭುತ್ವವಿಲ್ಲದೆ ರಾಜಕೀಯ ಪ್ರಜಾಪ್ರಭುತ್ವ ಉಳಿಯಲಾರದು.” ಸಾಮಾಜಿಕ ಪ್ರಜಾಪ್ರಭುತ್ವವು ಸಮಾನತೆ, ಸ್ವಾತಂತ್ರ್ಯ ಮತ್ತು ಬಂಧುತ್ವಗಳ ಸಮನ್ವಯ. ಈ [46,1304,251,1362]
article-paragraph: ಶಾಲೆಯಲ್ಲಿ ಭಿನ್ನ ಹಿನ್ನೆಲೆಯ ಮಕ್ಕಳೊಂದಿಗೆ ಸ್ನೇಹ ಬೆಳೆಸುವುದು– ಶಾಲೆಯು ವಿವಿಧ ಜಾತಿ, ಧರ್ಮ, ಭಾಷೆ ಮತ್ತು ಆರ್ಥಿಕ ಹಿನ್ನೆಲೆಯ ಮಕ್ಕಳನ್ನು ಒಂದೇ ವೇದಿಕೆಯಲ್ಲಿ ಸೇರಿಸುವ ಸ್ಥಳ. ಇಲ್ಲಿ ಮಕ್ಕಳು ಒಟ್ಟಿಗೆ ಕುಳಿತು ಓದುವುದು, ಆಟ ಆಡುವುದು ಮತ್ತು ಚಟುವಟಿಕೆಗಳಲ್ಲಿ ಭಾಗವಹಿಸುವುದು ಸಹಜ. ಉದಾಹರಣೆಗೆ ಒಬ್ಬ ವಿದ್ಯಾರ್ಥಿ ದಲಿತ ಸಮುದಾಯದಿಂದ ಬಂದಿರಬಹುದು, ಇನ್ನೊಬ್ಬ ವಿದ್ಯಾರ್ಥಿ ಬೇರೆ ಧರ್ಮದಿಂದ ಬಂದಿರಬಹುದು. ಇಬ್ಬರೂ ಒಂದೇ ತಂಡದಲ್ಲಿ ಕ್ರಿಕೆಟ್ ಆಡಿದಾಗ ಅಥವಾ ಇಬ್ಬರೂ ಭಿನ್ನ ಸಾಮಾಜಿಕ ಹಿನ್ನೆಲೆಯ ವಿದ್ಯಾರ್ಥಿಗಳಿರುವ ವಿಜ್ಞಾನ ಪ್ರದರ್ಶನದಲ್ಲಿ ಪ್ರಾಜೆಕ್ಟ್ ತಯಾರಿಸಿದಾಗ, ಅವರ ನಡುವಿನ ಗುರುತುಗಳ ಮೀರಿದ ಮಾನವೀಯ ಬಾಂಧವ್ಯವನ್ನು ನಿರ್ಮಿಸುತ್ತದೆ. ಇದು ಬಂಧುತ್ವದ ನೈಜ ಅಭ್ಯಾಸ. ಶಾಲೆಯಲ್ಲಿ ಯಾವುದೇ ರೀತಿಯ ಚಟುವಟಿಕೆಗಳಲ್ಲಿ ಎಲ್ಲಾ ಸಮುದಾಯಗಳ ಪಾಲ್ಗೊಳ್ಳುವಿಕೆಯನ್ನು ಖಚಿತಪಡಿಸುವುದು ಬಂಧುತ್ವದ ಅಭ್ಯಾಸವಾಗಿ ಅಡಕವಾಗಿರುತ್ತದೆ. ಶಾಲೆಯಲ್ಲಿ ಟೀಚರ್ ಕೂಡ ಮಕ್ಕಳನ್ನು ಗುಂಪು ಚಟುವಟಿಕೆಗಳಲ್ಲಿ ಉದ್ದೇಶಪೂರ್ವಕವಾಗಿ ಮಿಶ್ರಗೊಳಿಸಿದರೆ, ಮಕ್ಕಳು ಭಿನ್ನತೆಯನ್ನು ಸಹಜವಾಗಿ ಸ್ವೀಕರಿಸಲು ಕಲಿಯುತ್ತಾರೆ. [265,455,470,729]
article-paragraph: ಬಂಧುತ್ವವು ದೊಡ್ಡದಾದ ರಾಜಕೀಯ ಅಥವಾ ತತ್ವಚಿಂತನೆಗಳ ವಿಷಯ ಮಾತ್ರವಲ್ಲ; ಅದು ಬಾಲ್ಯದಲ್ಲೇ ಅಭ್ಯಾಸಗೊಳ್ಳಬೇಕಾದ ಮಾನವೀಯ ಮೌಲ್ಯ. ಮಕ್ಕಳ ಮನಸ್ಸು ಪೂರ್ವಾಗ್ರಹಗಳಿಲ್ಲದ ರೂಪುಗೊಳ್ಳುವ ಹಂತದಲ್ಲಿರುತ್ತದೆ. ಈ ಹಂತದಲ್ಲಿ ಬಂಧುತ್ವದ ಮೌಲ್ಯಗಳನ್ನು ಬೆಳೆಸಿದರೆ, ಭವಿಷ್ಯದ ಸಮಾಜ ಹೆಚ್ಚು ಸಮಾನತೆ ಮತ್ತು ಮಾನವೀಯತೆಯ ದಿಕ್ಕಿನಲ್ಲಿ ಸಾಗಬಹುದು. [265,362,470,451]
author-photo [46,166,106,226]
article-paragraph: ಸಾರ್ವಜನಿಕ ಬದುಕಿನಲ್ಲಿ ಜವಾಬ್ದಾರಿಯುತ ನಡೆ ವಯಸ್ಕರು ಮತದಾನ, ಸಾಮಾಜಿಕ ಚರ್ಚೆಗಳು ಮತ್ತು ಸಾರ್ವಜನಿಕ ನಿರ್ಧಾರಗಳಲ್ಲಿ ಪಾಲ್ಗೊಳ್ಳುವವರು. ಜಾತಿ ಅಥವಾ ಧರ್ಮದ ಹೆಸರಿನಲ್ಲಿ ದ್ವೇಷ ಹರಡುವ ಭಾಷಣಗಳನ್ನು ಪ್ರಶ್ನಿಸುವುದು, ಸಮಾನತೆ ಮತ್ತು ನ್ಯಾಯವನ್ನು ಉತ್ತೇಜಿಸುವ ನೀತಿಗಳಿಗೆ ಬೆಂಬಲ ನೀಡುವುದು, ಭಾಷೆ ಮತ್ತು ಮಾತಿನಲ್ಲಿ ಸಹಿಷ್ಣುತೆ ಮತ್ತು ಗೌರವ ತೋರುವುದು. ವಯಸ್ಕರ ಈ ನಡೆಗಳು ಮುಂದಿನ ಪೀಳಿಗೆಗೆ ಮಾದರಿಯಾಗುತ್ತವೆ. [484,1291,689,1411]
article-column-3 [484,158,689,1414]
article-paragraph: ಸಂಕಷ್ಟದ ಸಂದರ್ಭಗಳಲ್ಲಿ ಸಹಕಾರ– ಮಕ್ಕಳಲ್ಲಿ ಸಹಾನುಭೂತಿ ಮತ್ತು ನೆರವು ನೀಡುವ ಗುಣ ಬೆಳೆಸುವುದು ಬಂಧುತ್ವದ ಪ್ರಮುಖ ಅಂಶ. ಉದಾಹರಣೆಗೆ ಒಬ್ಬ ವಿದ್ಯಾರ್ಥಿ ಆರೋಗ್ಯದಿಂದ ಶಾಲೆಗೆ ಬಾರದಿದ್ದರೆ ಇತರರು ಅವನ ನೋಟ್ಸ್ ಹಂಚಿಕೊಳ್ಳುವುದು ಅಥವಾ ಶಿಕ್ಷಕರು ಕೊರತೆಯ ಪಾಠವನ್ನು ಪುನರಾವರ್ತಿಸಲು ಸಹಾಯ ಮಾಡುವುದು ಇವು ಸಣ್ಣ ಮಾನವೀಯ ಬಾಂಧವ್ಯದ ಉದಾಹರಣೆಗಳು. ಇಂತಹ ಅನುಭವಗಳು ಮಕ್ಕಳಿಗೆ ನಾವು ಒಬ್ಬರಿಗೊಬ್ಬರು ಬೆಂಬಲವಾಗಿರಬೇಕು ಎಂಬ ಅರಿವು ಮೂಡಿಸುತ್ತವೆ. ಹೀಗೆ ಬಾಲ್ಯದಲ್ಲಿಯೇ ಬಂಧುತ್ವವನ್ನು ಅಭ್ಯಾಸಗೊಳಿಸುವುದು ಭವಿಷ್ಯದ ಸಮಾನತೆ ಮತ್ತು ನ್ಯಾಯಯುತ ಸಮಾಜ ನಿರ್ಮಾಣಕ್ಕೆ ಬಲವಾದ ನೆಲೆಯಾಗಿದೆ. [265,1105,470,1271]
column-divider [257,158,258,1414]
article-paragraph: ಮೌಲ್ಯಗಳಲ್ಲಿ ಬಂಧುತ್ವವೇ ಇತರ ಎರಡು ಮೌಲ್ಯಗಳಿಗೆ ನೈತಿಕ ಜೀವಾಳ ಒದಗಿಸುತ್ತದೆ. ಬಂಧುತ್ವವಿಲ್ಲದೆ ಸಮಾನತೆ ಕೇವಲ ಕಾನೂನುಬದ್ಧ ಘೋಷಣೆಯಾಗಬಹುದು; ಸ್ವಾತಂತ್ರ್ಯವು ವೈಯಕ್ತಿಕ ಸ್ವಾರ್ಥಕ್ಕೆ ಸೀಮಿತವಾಗಬಹುದು. [265,160,470,218]
page-number: 3 [886,29,907,64]
article-paragraph: ಹಬ್ಬಗಳ ಸಂದರ್ಭದಲ್ಲಿ ಪರಸ್ಪರ ಹಬ್ಬಗಳ ಆಚರಣೆಗೆ ಭಾಗವಹಿಸುವುದು– ಹಬ್ಬಗಳು ಕೇವಲ ಧಾರ್ಮಿಕ ಆಚರಣೆಗಳಲ್ಲ; ಅವು ಸಾಂಸ್ಕೃತಿಕ ಅಭಿವ್ಯಕ್ತಿಗಳು. ಶಾಲೆಗಳಲ್ಲಿ ಅಥವಾ ನೆರೆಹೊರೆಯಲ್ಲಿ ಹಬ್ಬಗಳನ್ನು ಎಲ್ಲರೂ ಸೇರಿ ಆಚರಿಸಿದಾಗ ಮಕ್ಕಳಲ್ಲಿ ಬಂಧುತ್ವ ಗಾಢಗೊಳ್ಳುತ್ತದೆ. ಉದಾಹರಣೆಗೆ ಒಂದು ಶಾಲೆಯಲ್ಲಿ ಗಣೇಶ ಹಬ್ಬ ಮತ್ತು ಈದ್ ಎರಡನ್ನೂ ಆಚರಿಸಿದಾಗ, ಮಕ್ಕಳು ಒಬ್ಬರ ಸಾಂಸ್ಕೃತಿಕ ಕಾರ್ಯಕ್ರಮಗಳಲ್ಲಿ ಭಾಗವಹಿಸುತ್ತಾರೆ. ಕ್ರಿಸ್ಮಸ್ ಸಂದರ್ಭದಲ್ಲಿ ಕೇಕ್ ಹಂಚಿಕೊಳ್ಳುವುದು, ಗಣೇಶ ಹಬ್ಬದಲ್ಲಿ ಕಲಾ ಸ್ಪರ್ಧೆಯಲ್ಲಿ ಪಾಲ್ಗೊಳ್ಳುವುದು– ಇವು ಸಣ್ಣ ಹೆಜ್ಜೆಗಳಾದರೂ ಮಕ್ಕಳಲ್ಲಿ ಪರಸ್ಪರ ಗೌರವ ಮತ್ತು ಸಂತೋಷವನ್ನು ಹಂಚಿಕೊಳ್ಳುವ ಮನೋಭಾವ ಬೆಳೆಸುತ್ತದೆ. ಇದೇ ರೀತಿ ಕ್ರಿಸ್ಮಸ್ ಸಮಯದಲ್ಲಿ ಕೇಕ್ ಹಂಚಿಕೊಳ್ಳುವುದು ಅಥವಾ ಸಂಕ್ರಾಂತಿ ವೇಳೆ ಎಲ್ಲರೂ ಒಟ್ಟಿಗೆ ಎಳ್ಳು ಬೆಲ್ಲ ಹಂಚಿಕೊಳ್ಳುವುದು ಸಹ ಬಂಧುತ್ವದ ಅಭ್ಯಾಸ. [265,889,470,1101]
author-role: ಲೇಖಕ ಚಿಂತಕರು ಬೆಂಗಳೂರು [112,196,248,212]
article-frame [36,76,908,1473]
column-divider [476,158,477,1414]
article-paragraph: ಬಂಧುತ್ವ ಕೇವಲ ಅಭ್ಯಾಸವಲ್ಲ ಸಂಕಷ್ಟ ಸಮಯದಲ್ಲಿ ಹೆಚ್ಚು ಸ್ಪಷ್ಟವಾಗುತ್ತದೆ. ಯುವಜನರು ಸ್ವಯಂಸೇವಕರಾಗಿ ಸಮಾಜಸೇವೆಯಲ್ಲಿ ತೊಡಗಿದಾಗ ಅದು ಮಾನವೀಯ ಬಾಂಧವ್ಯದ ಪ್ರತ್ಯಕ್ಷ ರೂಪವಾಗುತ್ತದೆ. ಉದಾಹರಣೆಗೆ ಪ್ರಕೃತಿ ವಿಕೋಪ ಉಂಟಾದಾಗ ತಕ್ಷಣದಲ್ಲೇ ನೆರವಿನ ಕೈ ನೀಡುವುದು, ರಕ್ತದಾನ ಶಿಬಿರಗಳಲ್ಲಿ ಪಾಲ್ಗೊಳ್ಳುವುದು, ಬಡ ವಿದ್ಯಾರ್ಥಿಗಳಿಗೆ ಉಚಿತ ಟ್ಯೂಷನ್ ಅಥವಾ ವಿದ್ಯಾರ್ಥಿವೇತನ ಸಂಗ್ರಹಿಸುವುದು, ಹಳ್ಳಿಗಳ ಮತ್ತು ದೀನ ದಲಿತ ಸಮುದಾಯಗಳಿಗೆ ಆರೋಗ್ಯ ಅಥವಾ ಶಿಕ್ಷಣ ಸಹಾಯ ಕಾರ್ಯಕ್ರಮಗಳನ್ನು ನಡೆಸುವುದು. ಮುಂದಿನ ಕಾರ್ಯಗಳು “ನಾವು ಎಲ್ಲರೂ ಒಂದೇ” ಎಂಬ ಭಾವನೆಯನ್ನು ಬಲಪಡಿಸುತ್ತವೆ. [484,485,689,651]
